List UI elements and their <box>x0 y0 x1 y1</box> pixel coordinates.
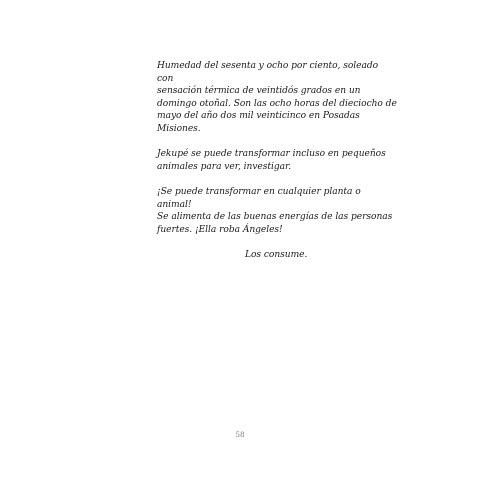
paragraph-consume: Los consume. <box>245 249 308 260</box>
page-number: 58 <box>235 431 245 439</box>
body-text <box>157 60 397 274</box>
paragraph-plant-animal: ¡Se puede transformar en cualquier planta o animal! Se alimenta de las buenas energías de las personas fuertes. ¡Ella roba Ángeles! <box>157 186 393 235</box>
paragraph-jekupe-transform: Jekupé se puede transformar incluso en pequeños animales para ver, investigar. <box>157 149 386 172</box>
paragraph-weather: Humedad del sesenta y ocho por ciento, soleado con sensación térmica de veintidós grados en un domingo otoñal. Son las ocho horas del dieciocho de mayo del año dos mil veinticinco en Posadas Misiones. <box>157 61 397 134</box>
